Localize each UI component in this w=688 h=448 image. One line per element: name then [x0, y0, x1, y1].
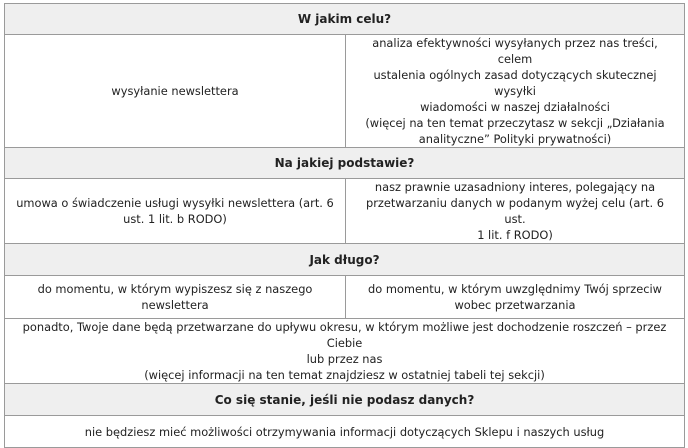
purpose-right-line: ustalenia ogólnych zasad dotyczących skutecznej wysyłki — [373, 68, 657, 98]
duration-row — [5, 276, 685, 319]
section-heading-row — [5, 244, 685, 276]
section-heading-row — [5, 4, 685, 35]
basis-right-line: 1 lit. f RODO) — [477, 228, 553, 242]
purpose-right-line: analityczne” Polityki prywatności) — [418, 132, 612, 146]
basis-row — [5, 179, 685, 244]
duration-left-cell — [5, 276, 346, 319]
consequence-row — [5, 416, 685, 448]
duration-left-line: newslettera — [141, 298, 209, 312]
duration-right-line: do momentu, w którym uwzględnimy Twój sprzeciw — [368, 282, 662, 296]
duration-left-line: do momentu, w którym wypiszesz się z naszego — [37, 282, 313, 296]
privacy-info-table — [4, 3, 685, 448]
consequence-heading: Co się stanie, jeśli nie podasz danych? — [5, 384, 685, 416]
section-heading-row — [5, 148, 685, 179]
purpose-right-line: wiadomości w naszej działalności — [420, 100, 610, 114]
duration-full-line: lub przez nas — [306, 352, 383, 366]
purpose-heading: W jakim celu? — [5, 4, 685, 35]
purpose-left-cell: wysyłanie newslettera — [5, 35, 346, 148]
purpose-right-cell — [346, 35, 685, 148]
basis-right-cell — [346, 179, 685, 244]
duration-full-row — [5, 319, 685, 384]
basis-heading: Na jakiej podstawie? — [5, 148, 685, 179]
duration-heading: Jak długo? — [5, 244, 685, 276]
consequence-cell: nie będziesz mieć możliwości otrzymywania informacji dotyczących Sklepu i naszych usług — [5, 416, 685, 448]
purpose-right-line: (więcej na ten temat przeczytasz w sekcji „Działania — [365, 116, 665, 130]
purpose-row — [5, 35, 685, 148]
purpose-right-line: analiza efektywności wysyłanych przez nas treści, celem — [372, 36, 658, 66]
basis-right-line: przetwarzaniu danych w podanym wyżej celu (art. 6 ust. — [366, 196, 664, 226]
section-heading-row — [5, 384, 685, 416]
duration-full-line: ponadto, Twoje dane będą przetwarzane do upływu okresu, w którym możliwe jest dochodzenie roszczeń – przez Ciebie — [22, 320, 667, 350]
basis-left-cell — [5, 179, 346, 244]
basis-left-line: umowa o świadczenie usługi wysyłki newslettera (art. 6 — [16, 196, 334, 210]
duration-full-line: (więcej informacji na ten temat znajdziesz w ostatniej tabeli tej sekcji) — [144, 368, 545, 382]
duration-full-cell — [5, 319, 685, 384]
duration-right-line: wobec przetwarzania — [454, 298, 576, 312]
basis-left-line: ust. 1 lit. b RODO) — [123, 212, 227, 226]
duration-right-cell — [346, 276, 685, 319]
basis-right-line: nasz prawnie uzasadniony interes, polegający na — [374, 180, 656, 194]
